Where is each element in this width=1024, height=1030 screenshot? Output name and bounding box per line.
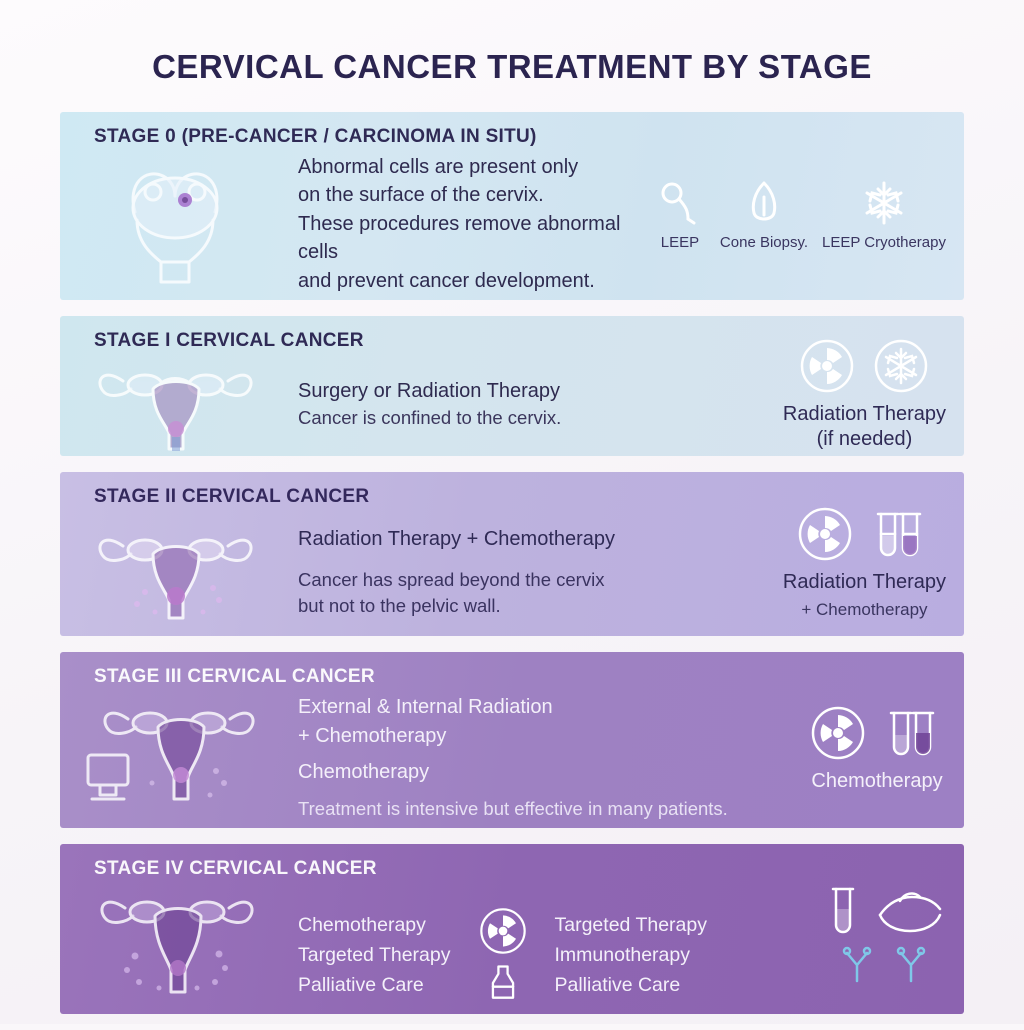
cone-biopsy-icon <box>738 177 790 229</box>
stage-2-icons <box>777 472 964 636</box>
stage-3-line-1: External & Internal Radiation <box>298 696 553 719</box>
stage-band-1[interactable] <box>60 316 964 456</box>
radiation-icon-box[interactable] <box>797 336 857 396</box>
stage-band-0[interactable] <box>60 112 964 300</box>
radiation-icon <box>477 905 529 957</box>
stage-3-line-2: + Chemotherapy <box>298 724 447 747</box>
tumor-marker <box>173 767 189 783</box>
stage-2-text <box>290 472 777 636</box>
stage-2-icon-caption-line2: + Chemotherapy <box>801 599 928 619</box>
radiation-icon <box>795 504 855 564</box>
stage-0-text <box>290 112 648 300</box>
stage-4-treatments-right <box>555 910 708 1001</box>
stage-4-icons <box>816 844 964 1014</box>
cone-biopsy-icon-caption: Cone Biopsy. <box>719 233 809 251</box>
radiation-icon-box[interactable] <box>795 504 855 564</box>
cone-biopsy-icon-box[interactable] <box>720 177 808 252</box>
chemotherapy-vials-icon <box>882 703 946 763</box>
uterus-illustration-stage-3 <box>60 652 290 828</box>
chemotherapy-icon-box[interactable] <box>869 504 933 564</box>
stage-2-icon-caption-line1: Radiation Therapy <box>782 570 946 593</box>
stage-1-icon-caption-line1: Radiation Therapy <box>782 403 946 425</box>
uterus-diagram-icon <box>70 679 280 824</box>
stage-4-right-item-2: Immunotherapy <box>554 943 690 966</box>
stage-band-3[interactable] <box>60 652 964 828</box>
chemotherapy-vials-icon <box>869 504 933 564</box>
stage-band-4[interactable] <box>60 844 964 1014</box>
stage-3-line-4: Treatment is intensive but effective in many patients. <box>298 798 728 820</box>
test-tube-icon[interactable] <box>822 881 864 939</box>
stage-4-label: STAGE IV CERVICAL CANCER <box>94 858 377 879</box>
cryotherapy-icon-box[interactable] <box>871 336 931 396</box>
radiation-icon <box>808 703 868 763</box>
stage-1-icons <box>777 316 964 456</box>
uterus-diagram-icon <box>73 500 278 630</box>
stage-2-line-2: Cancer has spread beyond the cervix <box>298 568 605 590</box>
stage-4-left-item-1: Chemotherapy <box>298 913 426 936</box>
stage-1-text <box>290 316 777 456</box>
page-title: CERVICAL CANCER TREATMENT BY STAGE <box>152 48 872 85</box>
stage-4-left-item-3: Palliative Care <box>298 974 424 997</box>
cryotherapy-icon-caption: LEEP Cryotherapy <box>822 233 946 251</box>
stage-2-line-1: Radiation Therapy + Chemotherapy <box>298 527 616 550</box>
leep-loop-icon <box>654 177 706 229</box>
tumor-marker <box>167 587 185 605</box>
uterus-diagram-icon <box>75 142 275 292</box>
cryotherapy-icon-box[interactable] <box>822 177 946 252</box>
leep-icon-box[interactable] <box>654 177 706 252</box>
stage-band-list <box>60 112 964 1030</box>
stage-4-left-item-2: Targeted Therapy <box>298 943 451 966</box>
tumor-marker <box>170 960 186 976</box>
stage-4-mid-icons <box>477 905 529 1005</box>
radiation-icon <box>797 336 857 396</box>
stage-3-line-3: Chemotherapy <box>298 761 430 784</box>
chemotherapy-icon-box[interactable] <box>882 703 946 763</box>
stage-1-line-1: Surgery or Radiation Therapy <box>298 379 560 402</box>
stage-0-line-3: These procedures remove abnormal cells <box>298 212 621 264</box>
stage-0-icons <box>648 112 964 300</box>
stage-1-icon-caption-line2: (if needed) <box>816 428 913 450</box>
stage-0-line-1: Abnormal cells are present only <box>298 156 579 179</box>
uterus-illustration-stage-0 <box>60 112 290 300</box>
radiation-icon-box[interactable] <box>808 703 868 763</box>
uterus-illustration-stage-2 <box>60 472 290 636</box>
leep-icon-caption: LEEP <box>660 233 700 251</box>
stage-0-label: STAGE 0 (PRE-CANCER / CARCINOMA IN SITU) <box>94 126 537 147</box>
stage-4-right-item-3: Palliative Care <box>554 974 681 997</box>
stage-3-label: STAGE III CERVICAL CANCER <box>94 666 375 687</box>
palliative-bottle-icon <box>481 961 525 1005</box>
tumor-marker <box>168 421 184 437</box>
stage-3-icon-caption: Chemotherapy <box>811 769 943 792</box>
cryotherapy-snowflake-icon <box>871 336 931 396</box>
cryotherapy-snowflake-icon <box>858 177 910 229</box>
immunotherapy-molecule-icon[interactable] <box>891 945 931 985</box>
stage-2-label: STAGE II CERVICAL CANCER <box>94 486 370 507</box>
uterus-illustration-stage-4 <box>60 844 290 1014</box>
caring-hand-icon[interactable] <box>874 881 946 939</box>
stage-4-text <box>290 844 816 1014</box>
stage-2-line-3: but not to the pelvic wall. <box>298 595 501 617</box>
stage-1-line-2: Cancer is confined to the cervix. <box>298 407 562 429</box>
uterus-diagram-icon <box>73 870 278 1010</box>
stage-1-label: STAGE I CERVICAL CANCER <box>94 330 364 351</box>
stage-0-line-2: on the surface of the cervix. <box>298 184 544 207</box>
uterus-illustration-stage-1 <box>60 316 290 456</box>
stage-4-right-item-1: Targeted Therapy <box>554 913 707 936</box>
uterus-diagram-icon <box>73 337 278 456</box>
stage-band-2[interactable] <box>60 472 964 636</box>
stage-3-text <box>290 652 802 828</box>
immunotherapy-molecule-icon[interactable] <box>837 945 877 985</box>
stage-4-treatments-left <box>298 910 451 1001</box>
stage-0-line-4: and prevent cancer development. <box>298 269 595 292</box>
stage-3-icons <box>802 652 964 828</box>
